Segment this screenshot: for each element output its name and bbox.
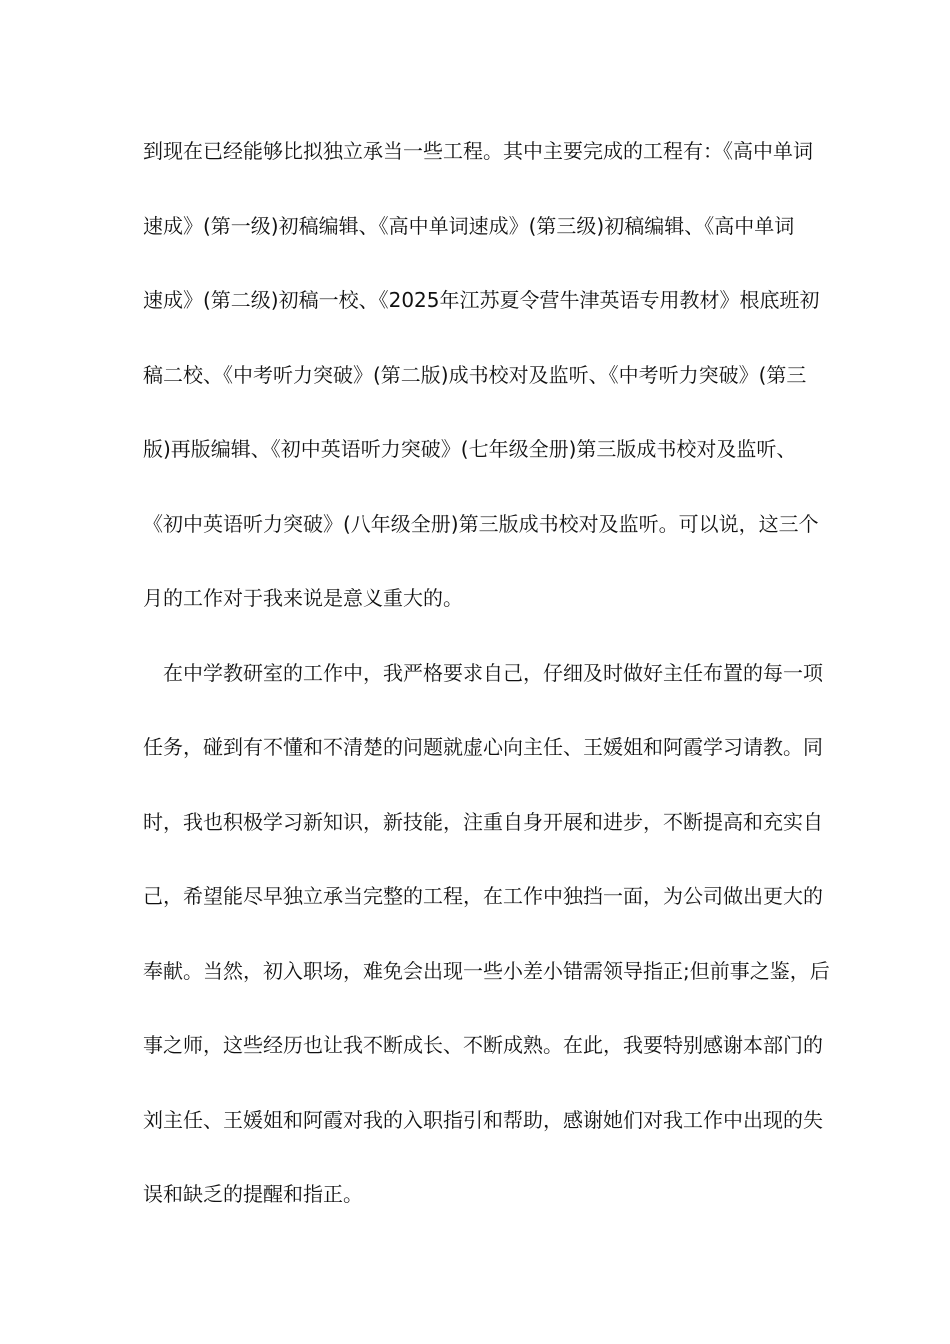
text-line: 任务，碰到有不懂和不清楚的问题就虚心向主任、王媛姐和阿霞学习请教。同 <box>143 735 823 759</box>
text-line: 己，希望能尽早独立承当完整的工程，在工作中独挡一面，为公司做出更大的 <box>143 884 823 908</box>
text-line: 误和缺乏的提醒和指正。 <box>143 1182 363 1206</box>
paragraph-start-line: 在中学教研室的工作中，我严格要求自己，仔细及时做好主任布置的每一项 <box>163 660 823 685</box>
text-line: 版)再版编辑、《初中英语听力突破》(七年级全册)第三版成书校对及监听、 <box>143 437 797 461</box>
text-line: 月的工作对于我来说是意义重大的。 <box>143 586 463 610</box>
text-line: 速成》(第二级)初稿一校、《2025年江苏夏令营牛津英语专用教材》根底班初 <box>143 288 820 312</box>
text-line: 《初中英语听力突破》(八年级全册)第三版成书校对及监听。可以说，这三个 <box>143 511 819 536</box>
document-body <box>143 131 830 1249</box>
text-line: 奉献。当然，初入职场，难免会出现一些小差小错需领导指正;但前事之鉴，后 <box>143 958 830 983</box>
text-line: 时，我也积极学习新知识，新技能，注重自身开展和进步，不断提高和充实自 <box>143 809 823 834</box>
text-line: 速成》(第一级)初稿编辑、《高中单词速成》(第三级)初稿编辑、《高中单词 <box>143 213 795 238</box>
text-line: 稿二校、《中考听力突破》(第二版)成书校对及监听、《中考听力突破》(第三 <box>143 362 807 387</box>
text-line: 刘主任、王媛姐和阿霞对我的入职指引和帮助，感谢她们对我工作中出现的失 <box>143 1107 823 1132</box>
text-line: 到现在已经能够比拟独立承当一些工程。其中主要完成的工程有：《高中单词 <box>143 139 813 163</box>
text-line: 事之师，这些经历也让我不断成长、不断成熟。在此，我要特别感谢本部门的 <box>143 1033 823 1057</box>
